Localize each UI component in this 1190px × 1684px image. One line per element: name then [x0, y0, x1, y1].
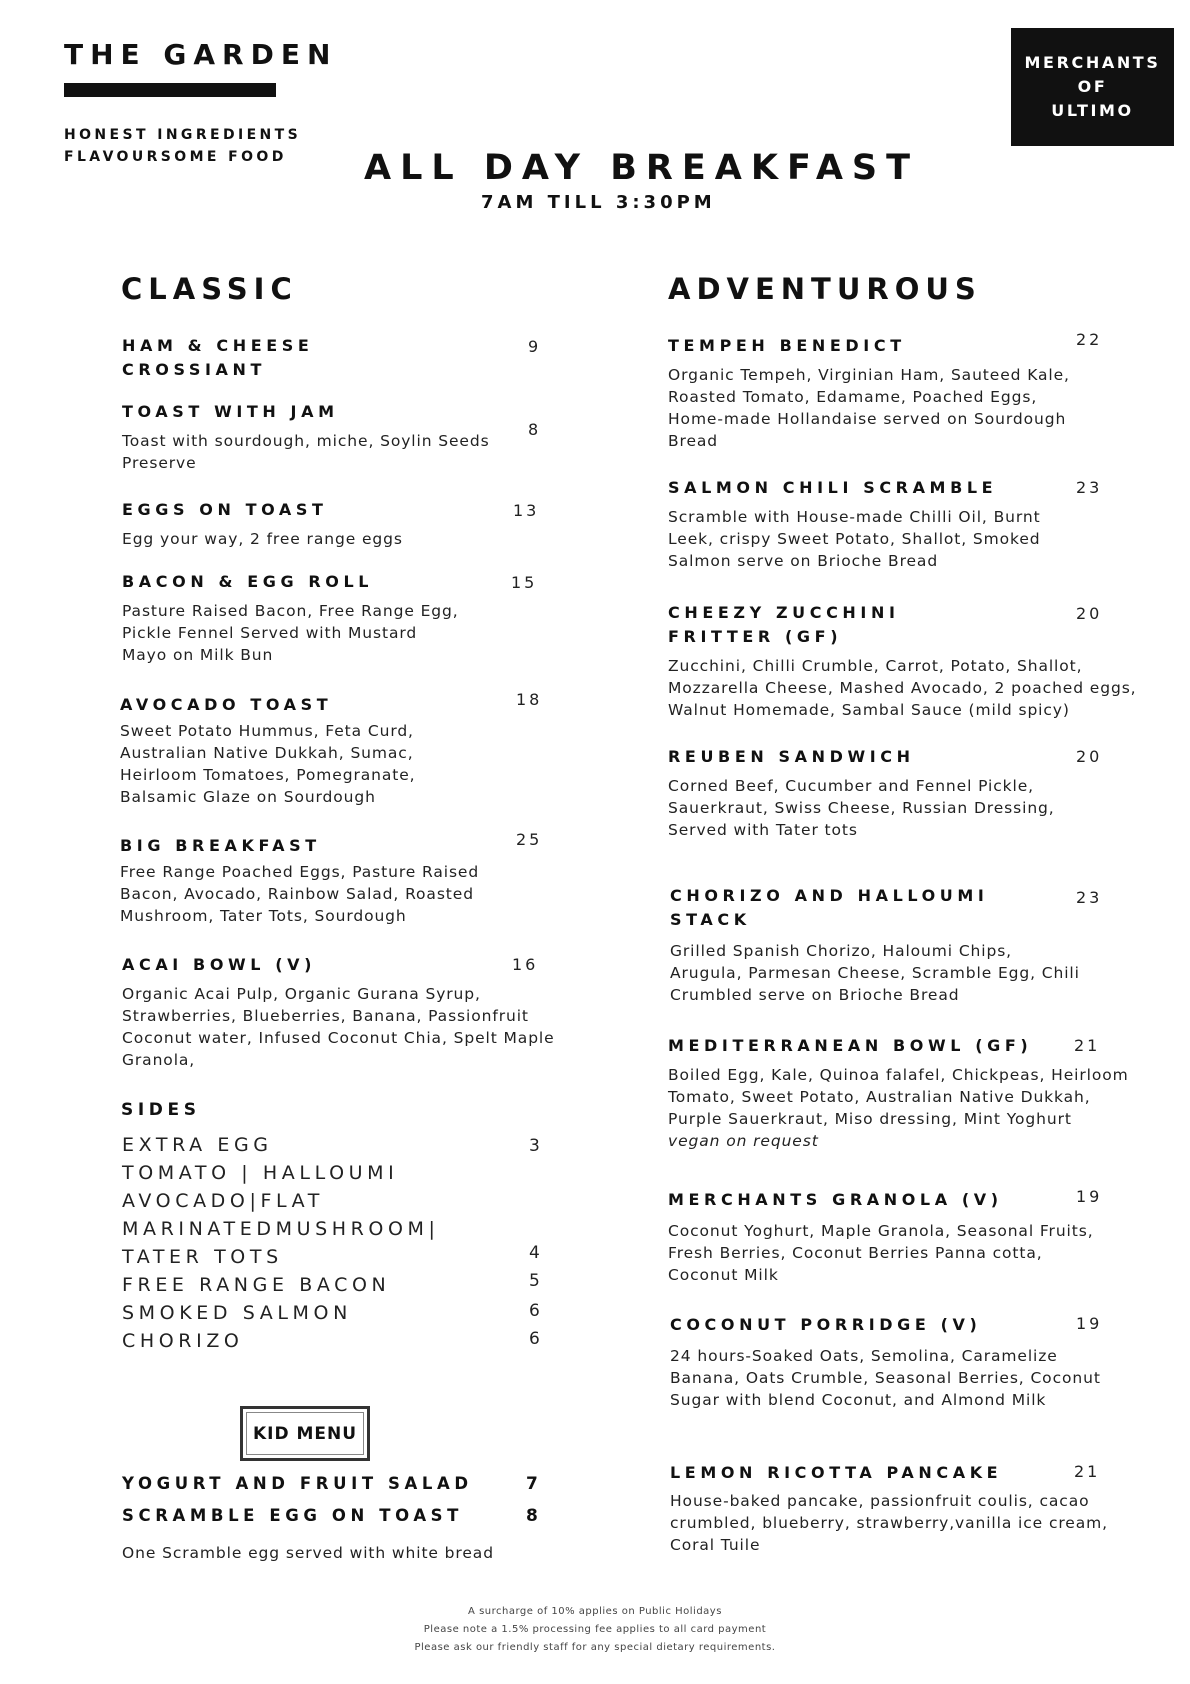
menu-item — [670, 1313, 1130, 1411]
menu-item — [670, 884, 1130, 1006]
item-price: 19 — [1076, 1314, 1103, 1333]
logo-line-1: MERCHANTS — [1024, 53, 1161, 72]
kid-item-description: One Scramble egg served with white bread — [122, 1544, 494, 1562]
kid-menu-label: KID MENU — [240, 1406, 370, 1461]
item-name: LEMON RICOTTA PANCAKE — [670, 1463, 1003, 1482]
item-price: 21 — [1074, 1462, 1101, 1481]
side-item: MARINATEDMUSHROOM| — [122, 1218, 440, 1240]
item-name: MEDITERRANEAN BOWL (GF) — [668, 1036, 1033, 1055]
item-price: 13 — [513, 501, 540, 520]
item-description: Sweet Potato Hummus, Feta Curd, Australian Native Dukkah, Sumac, Heirloom Tomatoes, Pomegranate, Balsamic Glaze on Sourdough — [120, 722, 416, 806]
item-name: EGGS ON TOAST — [122, 500, 328, 519]
adventurous-heading: ADVENTUROUS — [668, 272, 982, 306]
item-price: 22 — [1076, 330, 1103, 349]
merchants-logo — [1011, 28, 1174, 146]
item-price: 19 — [1076, 1187, 1103, 1206]
item-description: Corned Beef, Cucumber and Fennel Pickle, Sauerkraut, Swiss Cheese, Russian Dressing, Served with Tater tots — [668, 777, 1055, 839]
tagline-line-2: FLAVOURSOME FOOD — [64, 149, 287, 165]
item-description: Boiled Egg, Kale, Quinoa falafel, Chickpeas, Heirloom Tomato, Sweet Potato, Australian Native Dukkah, Purple Sauerkraut, Miso dressing, Mint Yoghurt — [668, 1066, 1129, 1128]
side-price: 3 — [529, 1136, 540, 1156]
side-price: 5 — [529, 1271, 540, 1291]
item-description: Grilled Spanish Chorizo, Haloumi Chips, Arugula, Parmesan Cheese, Scramble Egg, Chili Crumbled serve on Brioche Bread — [670, 942, 1080, 1004]
item-description: Organic Acai Pulp, Organic Gurana Syrup, Strawberries, Blueberries, Banana, Passionfruit Coconut water, Infused Coconut Chia, Spelt Maple Granola, — [122, 985, 555, 1069]
item-description: Pasture Raised Bacon, Free Range Egg, Pickle Fennel Served with Mustard Mayo on Milk Bun — [122, 602, 459, 664]
side-item: TOMATO | HALLOUMI — [122, 1162, 399, 1184]
item-price: 20 — [1076, 747, 1103, 766]
side-price: 4 — [529, 1243, 540, 1263]
item-description: Organic Tempeh, Virginian Ham, Sauteed Kale, Roasted Tomato, Edamame, Poached Eggs, Home-made Hollandaise served on Sourdough Bread — [668, 366, 1070, 450]
side-item: TATER TOTS — [122, 1246, 283, 1268]
vegan-note: vegan on request — [668, 1132, 819, 1150]
menu-hours: 7AM TILL 3:30PM — [481, 192, 716, 213]
item-name: CHEEZY ZUCCHINI FRITTER (GF) — [668, 603, 900, 646]
side-item: SMOKED SALMON — [122, 1302, 352, 1324]
item-name: HAM & CHEESE CROSSIANT — [122, 336, 314, 379]
item-price: 23 — [1076, 478, 1103, 497]
menu-item — [122, 334, 542, 382]
menu-item — [120, 834, 560, 927]
side-item: EXTRA EGG — [122, 1134, 273, 1156]
classic-heading: CLASSIC — [121, 272, 298, 306]
item-description: Scramble with House-made Chilli Oil, Burnt Leek, crispy Sweet Potato, Shallot, Smoked Salmon serve on Brioche Bread — [668, 508, 1041, 570]
item-price: 8 — [528, 420, 542, 439]
footer-note: Please ask our friendly staff for any special dietary requirements. — [414, 1642, 776, 1653]
footer-note: Please note a 1.5% processing fee applies to all card payment — [423, 1624, 767, 1635]
tagline-line-1: HONEST INGREDIENTS — [64, 127, 302, 143]
item-name: CHORIZO AND HALLOUMI STACK — [670, 886, 989, 929]
item-description: Egg your way, 2 free range eggs — [122, 530, 403, 548]
menu-item — [122, 570, 562, 666]
item-description: 24 hours-Soaked Oats, Semolina, Caramelize Banana, Oats Crumble, Seasonal Berries, Coconut Sugar with blend Coconut, and Almond Milk — [670, 1347, 1101, 1409]
menu-item — [122, 400, 562, 474]
menu-title: ALL DAY BREAKFAST — [364, 148, 920, 188]
tagline — [64, 124, 301, 168]
item-description: Toast with sourdough, miche, Soylin Seeds Preserve — [122, 432, 490, 472]
kid-item-name: YOGURT AND FRUIT SALAD — [122, 1474, 473, 1493]
brand-underline-bar — [64, 83, 276, 97]
item-description: Coconut Yoghurt, Maple Granola, Seasonal Fruits, Fresh Berries, Coconut Berries Panna cotta, Coconut Milk — [668, 1222, 1094, 1284]
menu-item — [668, 1188, 1128, 1286]
kid-item-price: 7 — [526, 1474, 538, 1494]
item-name: REUBEN SANDWICH — [668, 747, 915, 766]
kid-item-name: SCRAMBLE EGG ON TOAST — [122, 1506, 464, 1525]
menu-item — [668, 476, 1128, 572]
item-price: 20 — [1076, 604, 1103, 623]
side-item: CHORIZO — [122, 1330, 244, 1352]
menu-item — [670, 1461, 1130, 1556]
logo-line-2: OF — [1077, 77, 1108, 96]
logo-line-3: ULTIMO — [1051, 101, 1134, 120]
side-price: 6 — [529, 1301, 540, 1321]
side-item: AVOCADO|FLAT — [122, 1190, 324, 1212]
item-price: 15 — [511, 573, 538, 592]
item-name: MERCHANTS GRANOLA (V) — [668, 1190, 1003, 1209]
item-price: 23 — [1076, 888, 1103, 907]
item-name: SALMON CHILI SCRAMBLE — [668, 478, 998, 497]
item-description: Free Range Poached Eggs, Pasture Raised Bacon, Avocado, Rainbow Salad, Roasted Mushroom, Tater Tots, Sourdough — [120, 863, 480, 925]
item-note — [668, 1130, 1148, 1152]
item-name: BIG BREAKFAST — [120, 836, 321, 855]
item-price: 16 — [512, 955, 539, 974]
item-name: COCONUT PORRIDGE (V) — [670, 1315, 982, 1334]
item-name: BACON & EGG ROLL — [122, 572, 374, 591]
side-price: 6 — [529, 1329, 540, 1349]
menu-item — [120, 693, 560, 808]
item-price: 21 — [1074, 1036, 1101, 1055]
item-price: 9 — [528, 337, 542, 356]
item-price: 25 — [516, 830, 543, 849]
side-item: FREE RANGE BACON — [122, 1274, 391, 1296]
item-description: House-baked pancake, passionfruit coulis, cacao crumbled, blueberry, strawberry,vanilla ice cream, Coral Tuile — [670, 1492, 1108, 1554]
menu-item — [668, 334, 1128, 452]
brand-name: THE GARDEN — [64, 38, 338, 71]
item-price: 18 — [516, 690, 543, 709]
footer-note: A surcharge of 10% applies on Public Holidays — [468, 1606, 722, 1617]
item-description: Zucchini, Chilli Crumble, Carrot, Potato, Shallot, Mozzarella Cheese, Mashed Avocado, 2 poached eggs, Walnut Homemade, Sambal Sauce (mild spicy) — [668, 657, 1137, 719]
item-name: TOAST WITH JAM — [122, 402, 339, 421]
item-name: TEMPEH BENEDICT — [668, 336, 906, 355]
sides-heading: SIDES — [121, 1100, 201, 1120]
menu-item — [122, 498, 562, 550]
menu-item — [668, 745, 1128, 841]
item-name: ACAI BOWL (V) — [122, 955, 317, 974]
item-name: AVOCADO TOAST — [120, 695, 333, 714]
kid-item-price: 8 — [526, 1506, 538, 1526]
